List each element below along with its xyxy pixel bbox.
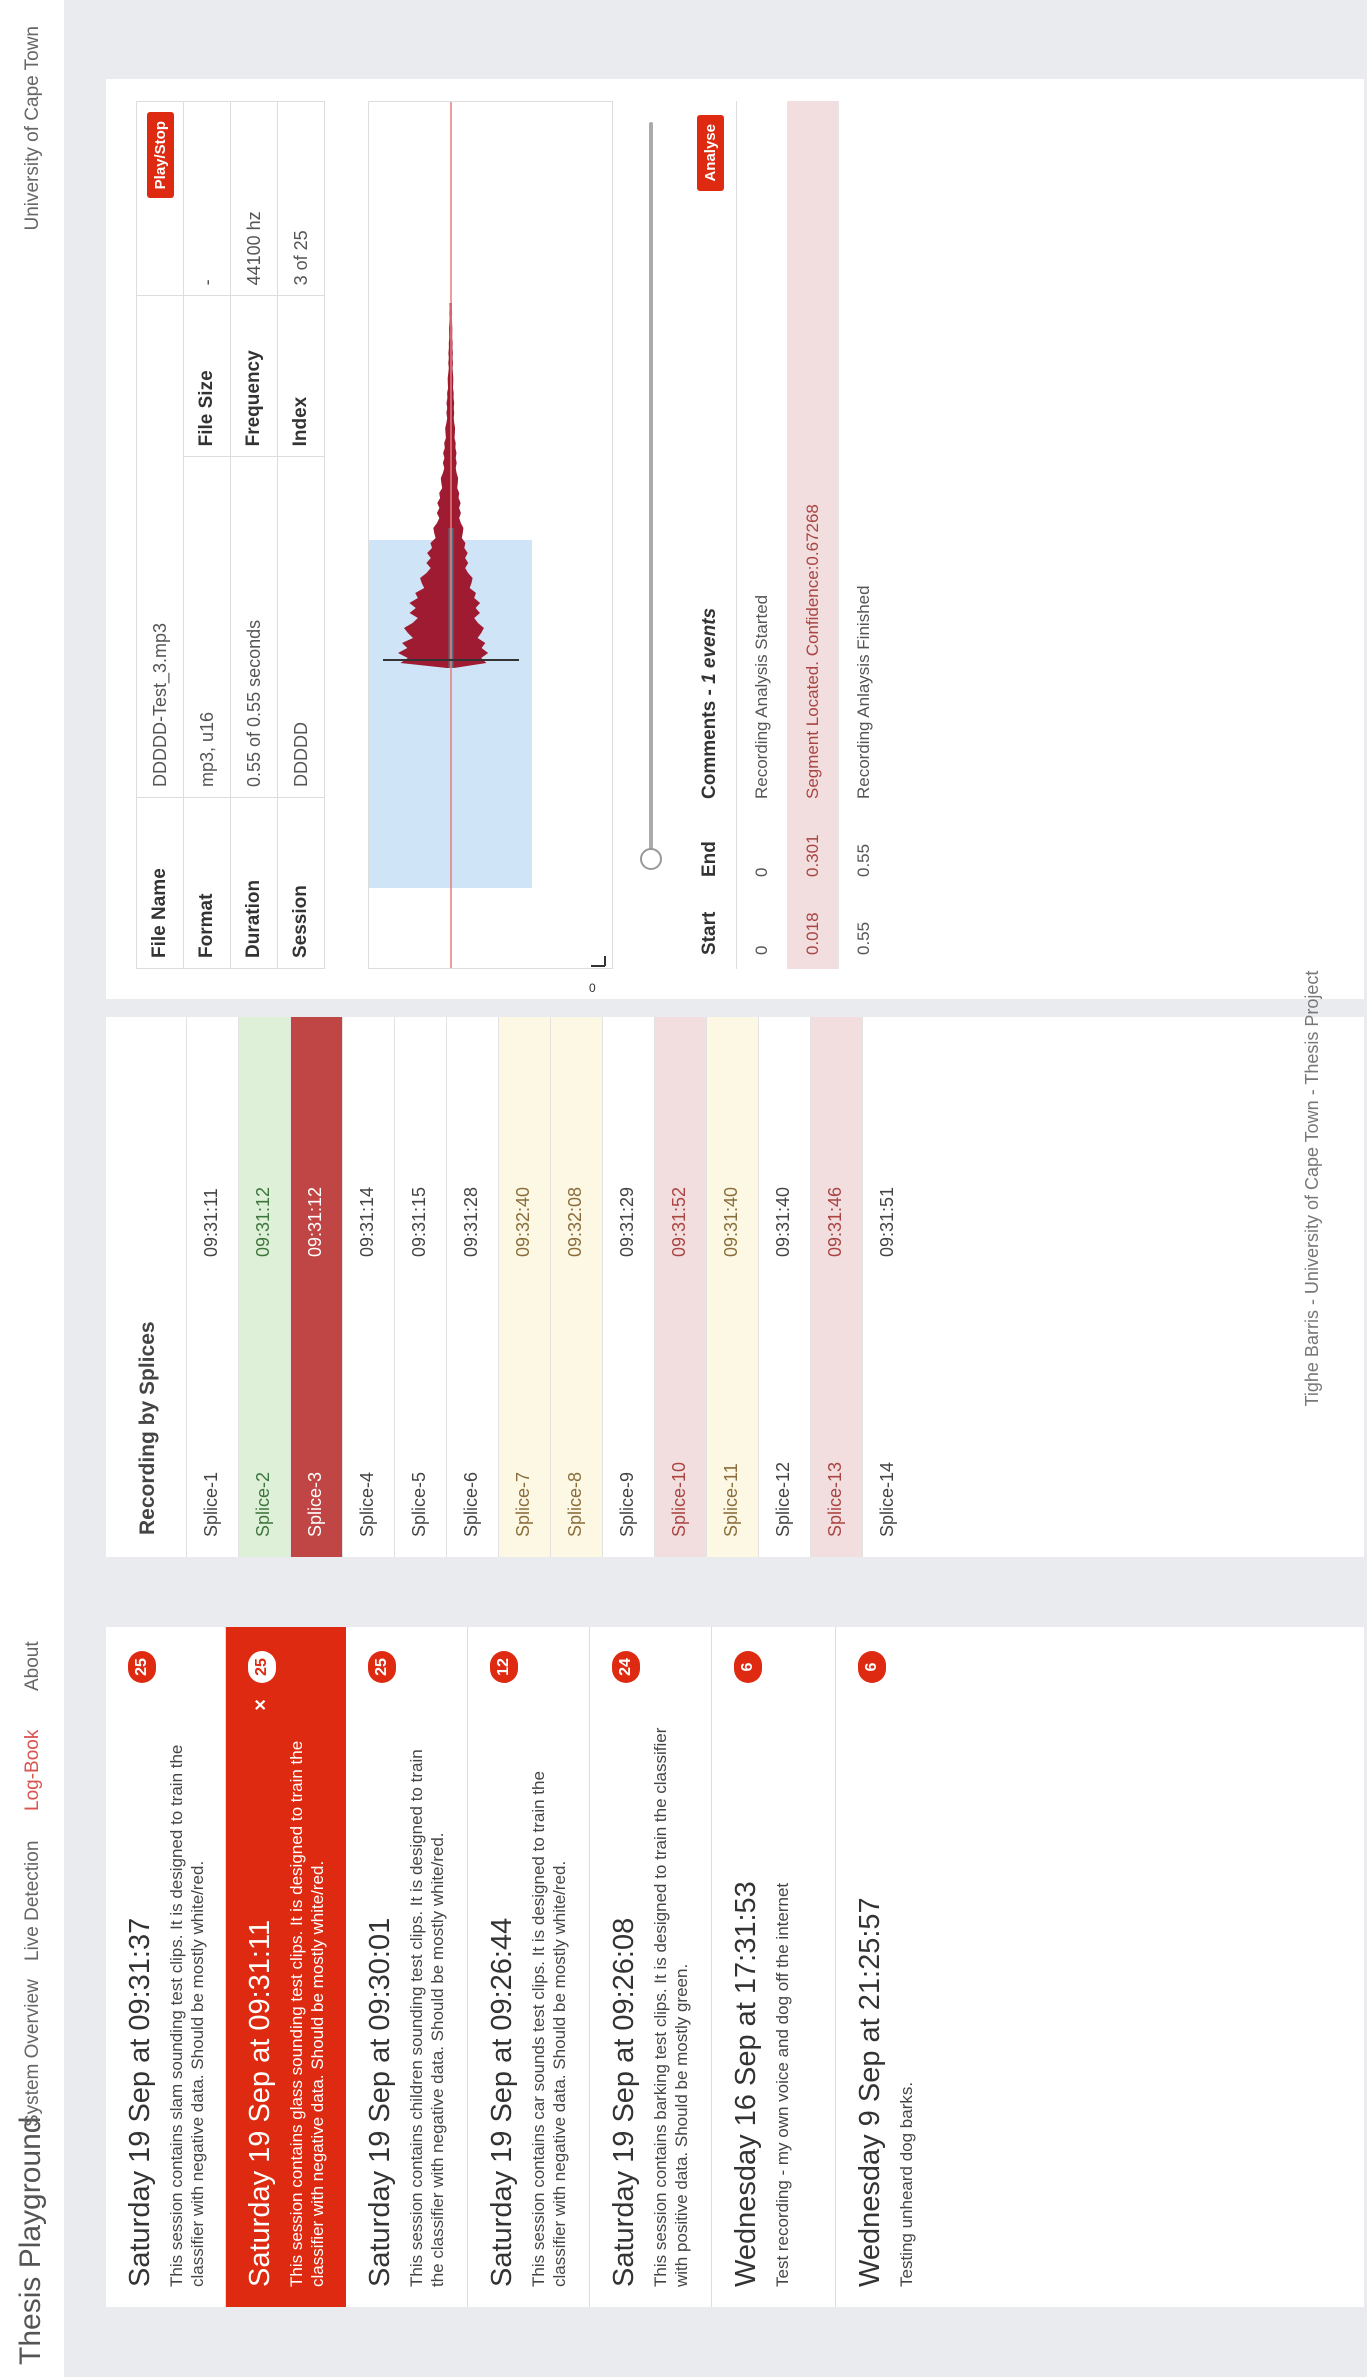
session-title: Saturday 19 Sep at 09:31:11 [244,1919,276,2287]
splice-name: Splice-13 [825,1461,845,1537]
splice-time: 09:31:12 [305,1186,325,1257]
splice-name: Splice-4 [357,1471,377,1537]
session-title: Saturday 19 Sep at 09:26:44 [486,1917,518,2287]
nav-about[interactable]: About [22,1641,43,1691]
end-header: End [684,813,737,891]
event-row [839,101,890,969]
splice-time: 09:32:08 [565,1186,585,1257]
format-value: mp3, u16 [184,457,231,798]
splice-name: Splice-10 [669,1461,689,1537]
splice-time: 09:31:14 [357,1186,377,1257]
splice-name: Splice-8 [565,1471,585,1537]
event-start: 0 [737,891,788,969]
file-name-label: File Name [137,798,184,969]
file-size-value: - [184,102,231,296]
axis-label: 0 [589,981,596,995]
splice-time: 09:31:51 [877,1186,897,1257]
slider-svg [636,101,666,969]
splice-time: 09:31:52 [669,1186,689,1257]
splices-heading: Recording by Splices [136,1321,159,1535]
session-description: This session contains children sounding test clips. It is designed to train the classifier with negative data. Should be mostly white/red. [407,1749,447,2287]
waveform-path [398,303,488,668]
start-header: Start [684,891,737,969]
splice-row[interactable] [342,1017,394,1557]
splice-row[interactable] [602,1017,654,1557]
splices-panel [106,1017,1364,1557]
slider-handle[interactable] [641,849,661,869]
nav-live-detection[interactable]: Live Detection [22,1840,43,1961]
splice-count-badge: 25 [368,1651,396,1683]
event-comment: Recording Anlaysis Finished [839,101,890,813]
session-item[interactable] [590,1627,712,2307]
splice-name: Splice-7 [513,1471,533,1537]
splice-time: 09:31:40 [773,1186,793,1257]
session-description: This session contains glass sounding test clips. It is designed to train the classifier with negative data. Should be mostly white/red. [287,1740,327,2287]
session-value: DDDDD [278,457,325,798]
splice-name: Splice-9 [617,1471,637,1537]
splice-row[interactable] [238,1017,290,1557]
session-item[interactable] [106,1627,226,2307]
splice-row[interactable] [758,1017,810,1557]
session-list [106,1627,1364,2307]
splice-name: Splice-11 [721,1463,741,1537]
splice-time: 09:31:29 [617,1186,637,1257]
university-label: University of Cape Town [22,26,43,231]
index-label: Index [278,296,325,457]
duration-value: 0.55 of 0.55 seconds [231,457,278,798]
frequency-value: 44100 hz [231,102,278,296]
event-start: 0.55 [839,891,890,969]
splice-count-badge: 12 [490,1651,518,1683]
session-label: Session [278,798,325,969]
close-icon[interactable]: × [250,1699,272,1711]
waveform-svg [369,102,612,995]
session-description: This session contains slam sounding test clips. It is designed to train the classifier with negative data. Should be mostly white/red. [167,1744,207,2287]
splice-count-badge: 6 [858,1651,886,1683]
splice-row[interactable] [550,1017,602,1557]
splice-name: Splice-2 [253,1471,273,1537]
event-row [737,101,788,969]
event-comment: Segment Located. Confidence:0.67268 [788,101,839,813]
session-title: Wednesday 16 Sep at 17:31:53 [730,1881,762,2287]
session-description: This session contains barking test clips. It is designed to train the classifier with positive data. Should be mostly green. [651,1727,691,2287]
frequency-label: Frequency [231,296,278,457]
splice-count-badge: 24 [612,1651,640,1683]
splice-time: 09:31:12 [253,1186,273,1257]
splice-count-badge: 6 [734,1651,762,1683]
splice-row[interactable] [654,1017,706,1557]
splice-count-badge: 25 [248,1651,276,1683]
splice-time: 09:31:15 [409,1186,429,1257]
analyse-button[interactable]: Analyse [697,115,724,191]
splice-name: Splice-3 [305,1471,325,1537]
session-item[interactable] [468,1627,590,2307]
event-comment: Recording Analysis Started [737,101,788,813]
splice-name: Splice-6 [461,1471,481,1537]
splice-time: 09:31:28 [461,1186,481,1257]
splice-row[interactable] [862,1017,914,1557]
splice-time: 09:32:40 [513,1186,533,1257]
event-end: 0 [737,813,788,891]
event-end: 0.301 [788,813,839,891]
session-description: Testing unheard dog barks. [897,2081,916,2287]
splice-time: 09:31:11 [201,1188,221,1257]
splice-row[interactable] [290,1017,342,1557]
session-title: Wednesday 9 Sep at 21:25:57 [854,1897,886,2287]
session-description: Test recording - my own voice and dog off the internet [773,1882,792,2287]
session-item[interactable] [346,1627,468,2307]
splice-row[interactable] [706,1017,758,1557]
event-start: 0.018 [788,891,839,969]
splice-time: 09:31:40 [721,1186,741,1257]
splice-row[interactable] [498,1017,550,1557]
event-count: 1 events [699,607,720,684]
playback-slider[interactable] [636,101,666,969]
splice-name: Splice-12 [773,1461,793,1537]
splice-name: Splice-5 [409,1471,429,1537]
index-value: 3 of 25 [278,102,325,296]
splice-row[interactable] [394,1017,446,1557]
session-title: Saturday 19 Sep at 09:26:08 [608,1917,640,2287]
file-name-value: DDDDD-Test_3.mp3 [137,296,184,798]
splice-row[interactable] [810,1017,862,1557]
splice-time: 09:31:46 [825,1186,845,1257]
splice-row[interactable] [186,1017,238,1557]
footer: Tighe Barris - University of Cape Town - Thesis Project [1302,970,1322,1407]
nav-log-book[interactable]: Log-Book [22,1729,43,1811]
splice-name: Splice-14 [877,1461,897,1537]
session-description: This session contains car sounds test clips. It is designed to train the classifier with negative data. Should be mostly white/red. [529,1771,569,2287]
nav-system-overview[interactable]: System Overview [22,1979,43,2127]
session-item[interactable] [712,1627,836,2307]
events-table [684,101,889,969]
comments-header-label: Comments - [699,683,720,799]
event-end: 0.55 [839,813,890,891]
file-info-table [136,101,325,969]
brand-title[interactable]: Thesis Playground [14,2116,47,2365]
session-item-selected[interactable] [226,1627,346,2307]
navbar [0,0,65,2377]
splice-row[interactable] [446,1017,498,1557]
event-row [788,101,839,969]
session-title: Saturday 19 Sep at 09:31:37 [124,1917,156,2287]
waveform-viewer[interactable] [368,101,613,995]
splice-count-badge: 25 [128,1651,156,1683]
splice-name: Splice-1 [201,1471,221,1537]
waveform-shape [398,303,488,668]
session-item[interactable] [836,1627,940,2307]
session-title: Saturday 19 Sep at 09:30:01 [364,1917,396,2287]
file-size-label: File Size [184,296,231,457]
recording-details-panel [106,79,1364,999]
format-label: Format [184,798,231,969]
play-stop-button[interactable]: Play/Stop [147,112,174,198]
duration-label: Duration [231,798,278,969]
comments-header [684,330,737,813]
